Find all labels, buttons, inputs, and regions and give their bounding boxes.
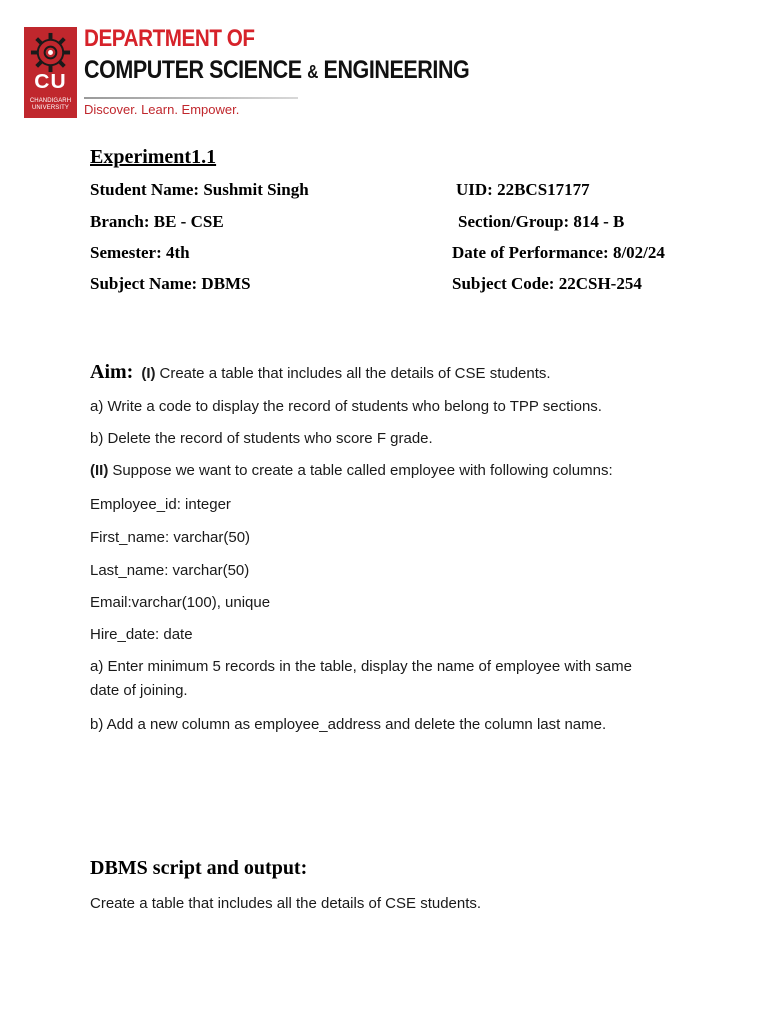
aim-part1 (90, 361, 551, 384)
column-employee-id: Employee_id: integer (90, 496, 231, 513)
part1-text: Create a table that includes all the details of CSE students. (159, 365, 551, 382)
gear-emblem-icon (29, 31, 72, 74)
header-divider (84, 97, 298, 99)
section-group: Section/Group: 814 - B (458, 212, 625, 231)
part1-a: a) Write a code to display the record of students who belong to TPP sections. (90, 398, 602, 415)
aim-label: Aim: (90, 361, 134, 383)
part2-b: b) Add a new column as employee_address and delete the column last name. (90, 716, 607, 733)
university-logo (24, 27, 77, 118)
logo-university-text: CHANDIGARH UNIVERSITY (29, 98, 72, 111)
part2-text: Suppose we want to create a table called employee with following columns: (112, 462, 613, 479)
student-name: Student Name: Sushmit Singh (90, 180, 309, 199)
department-title-line1: DEPARTMENT OF (84, 25, 255, 52)
department-title-line2: COMPUTER SCIENCE & ENGINEERING (84, 56, 470, 84)
column-hire-date: Hire_date: date (90, 626, 193, 643)
part1-marker: (I) (141, 365, 156, 382)
tagline: Discover. Learn. Empower. (84, 102, 240, 117)
subject-name: Subject Name: DBMS (90, 274, 251, 293)
script-intro-text: Create a table that includes all the details of CSE students. (90, 895, 482, 912)
column-email: Email:varchar(100), unique (90, 594, 271, 611)
logo-cu-text: CU (34, 71, 67, 93)
part2-a-line1: a) Enter minimum 5 records in the table, display the name of employee with same (90, 658, 632, 675)
branch: Branch: BE - CSE (90, 212, 224, 231)
part2-a-line2: date of joining. (90, 682, 188, 699)
student-uid: UID: 22BCS17177 (456, 180, 590, 199)
column-last-name: Last_name: varchar(50) (90, 562, 250, 579)
script-heading: DBMS script and output: (90, 857, 308, 879)
experiment-title: Experiment1.1 (90, 146, 217, 168)
date-of-performance: Date of Performance: 8/02/24 (452, 243, 665, 262)
subject-code: Subject Code: 22CSH-254 (452, 274, 642, 293)
part1-b: b) Delete the record of students who score F grade. (90, 430, 433, 447)
part2-marker: (II) (90, 462, 109, 479)
semester: Semester: 4th (90, 243, 190, 262)
column-first-name: First_name: varchar(50) (90, 529, 251, 546)
aim-part2 (90, 462, 613, 480)
